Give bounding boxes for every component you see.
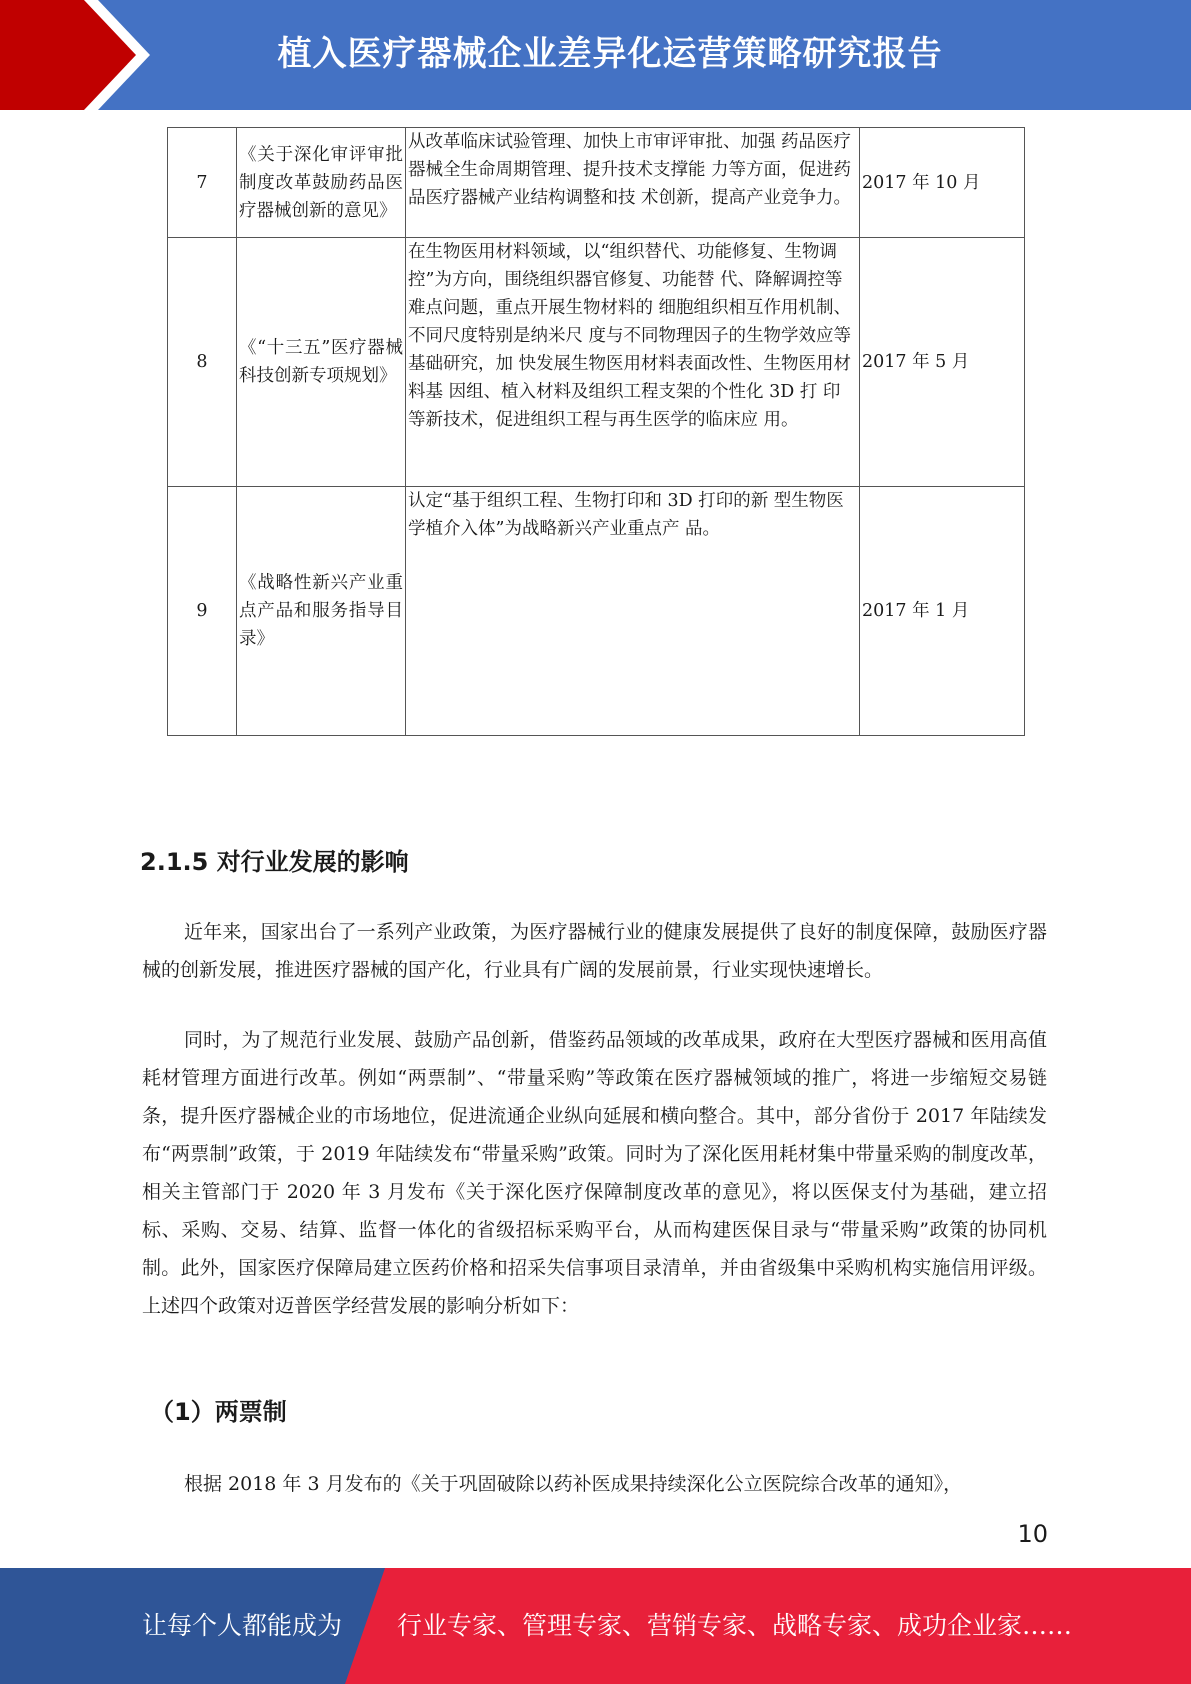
paragraph-two-invoice: 根据 2018 年 3 月发布的《关于巩固破除以药补医成果持续深化公立医院综合改革的通知》，	[184, 1473, 963, 1495]
row-number: 7	[168, 128, 237, 238]
paragraph-intro: 近年来，国家出台了一系列产业政策，为医疗器械行业的健康发展提供了良好的制度保障，鼓励医疗器械的创新发展，推进医疗器械的国产化，行业具有广阔的发展前景，行业实现快速增长。	[142, 921, 1047, 981]
page-number: 10	[1017, 1520, 1048, 1548]
table-row	[168, 487, 1025, 736]
report-title: 植入医疗器械企业差异化运营策略研究报告	[277, 34, 943, 74]
policy-title: 《战略性新兴产业重点产品和服务指导目录》	[237, 487, 406, 736]
policy-table	[167, 127, 1025, 736]
policy-date: 2017 年 10 月	[860, 128, 1025, 238]
table-row	[168, 238, 1025, 487]
policy-date: 2017 年 5 月	[860, 238, 1025, 487]
paragraph-reform: 同时，为了规范行业发展、鼓励产品创新，借鉴药品领域的改革成果，政府在大型医疗器械和医用高值耗材管理方面进行改革。例如“两票制”、“带量采购”等政策在医疗器械领域的推广，将进一步缩短交易链条，提升医疗器械企业的市场地位，促进流通企业纵向延展和横向整合。其中，部分省份于 2017 年陆续发布“两票制”政策，于 2019 年陆续发布“带量采购”政策。同时为了深化医用耗材集中带量采购的制度改革，相关主管部门于 2020 年 3 月发布《关于深化医疗保障制度改革的意见》，将以医保支付为基础，建立招标、采购、交易、结算、监督一体化的省级招标采购平台，从而构建医保目录与“带量采购”政策的协同机制。此外，国家医疗保障局建立医药价格和招采失信事项目录清单，并由省级集中采购机构实施信用评级。上述四个政策对迈普医学经营发展的影响分析如下：	[142, 1029, 1047, 1317]
footer-slogan-roles: 行业专家、管理专家、营销专家、战略专家、成功企业家……	[397, 1611, 1073, 1640]
policy-content: 从改革临床试验管理、加快上市审评审批、加强 药品医疗器械全生命周期管理、提升技术支撑能 力等方面，促进药品医疗器械产业结构调整和技 术创新，提高产业竞争力。	[406, 128, 860, 238]
policy-content: 在生物医用材料领域，以“组织替代、功能修复、生物调控”为方向，围绕组织器官修复、功能替 代、降解调控等难点问题，重点开展生物材料的 细胞组织相互作用机制、不同尺度特别是纳米尺 度与不同物理因子的生物学效应等基础研究，加 快发展生物医用材料表面改性、生物医用材料基 因组、植入材料及组织工程支架的个性化 3D 打 印等新技术，促进组织工程与再生医学的临床应 用。	[406, 238, 860, 487]
page-footer	[0, 1568, 1191, 1684]
page-header	[0, 0, 1191, 110]
table-row	[168, 128, 1025, 238]
row-number: 9	[168, 487, 237, 736]
policy-content: 认定“基于组织工程、生物打印和 3D 打印的新 型生物医学植介入体”为战略新兴产业重点产 品。	[406, 487, 860, 736]
section-heading: 2.1.5 对行业发展的影响	[140, 848, 409, 876]
sub-heading-two-invoice: （1）两票制	[150, 1398, 287, 1426]
row-number: 8	[168, 238, 237, 487]
policy-title: 《“十三五”医疗器械科技创新专项规划》	[237, 238, 406, 487]
policy-title: 《关于深化审评审批制度改革鼓励药品医疗器械创新的意见》	[237, 128, 406, 238]
footer-slogan-lead: 让每个人都能成为	[142, 1611, 343, 1640]
policy-date: 2017 年 1 月	[860, 487, 1025, 736]
